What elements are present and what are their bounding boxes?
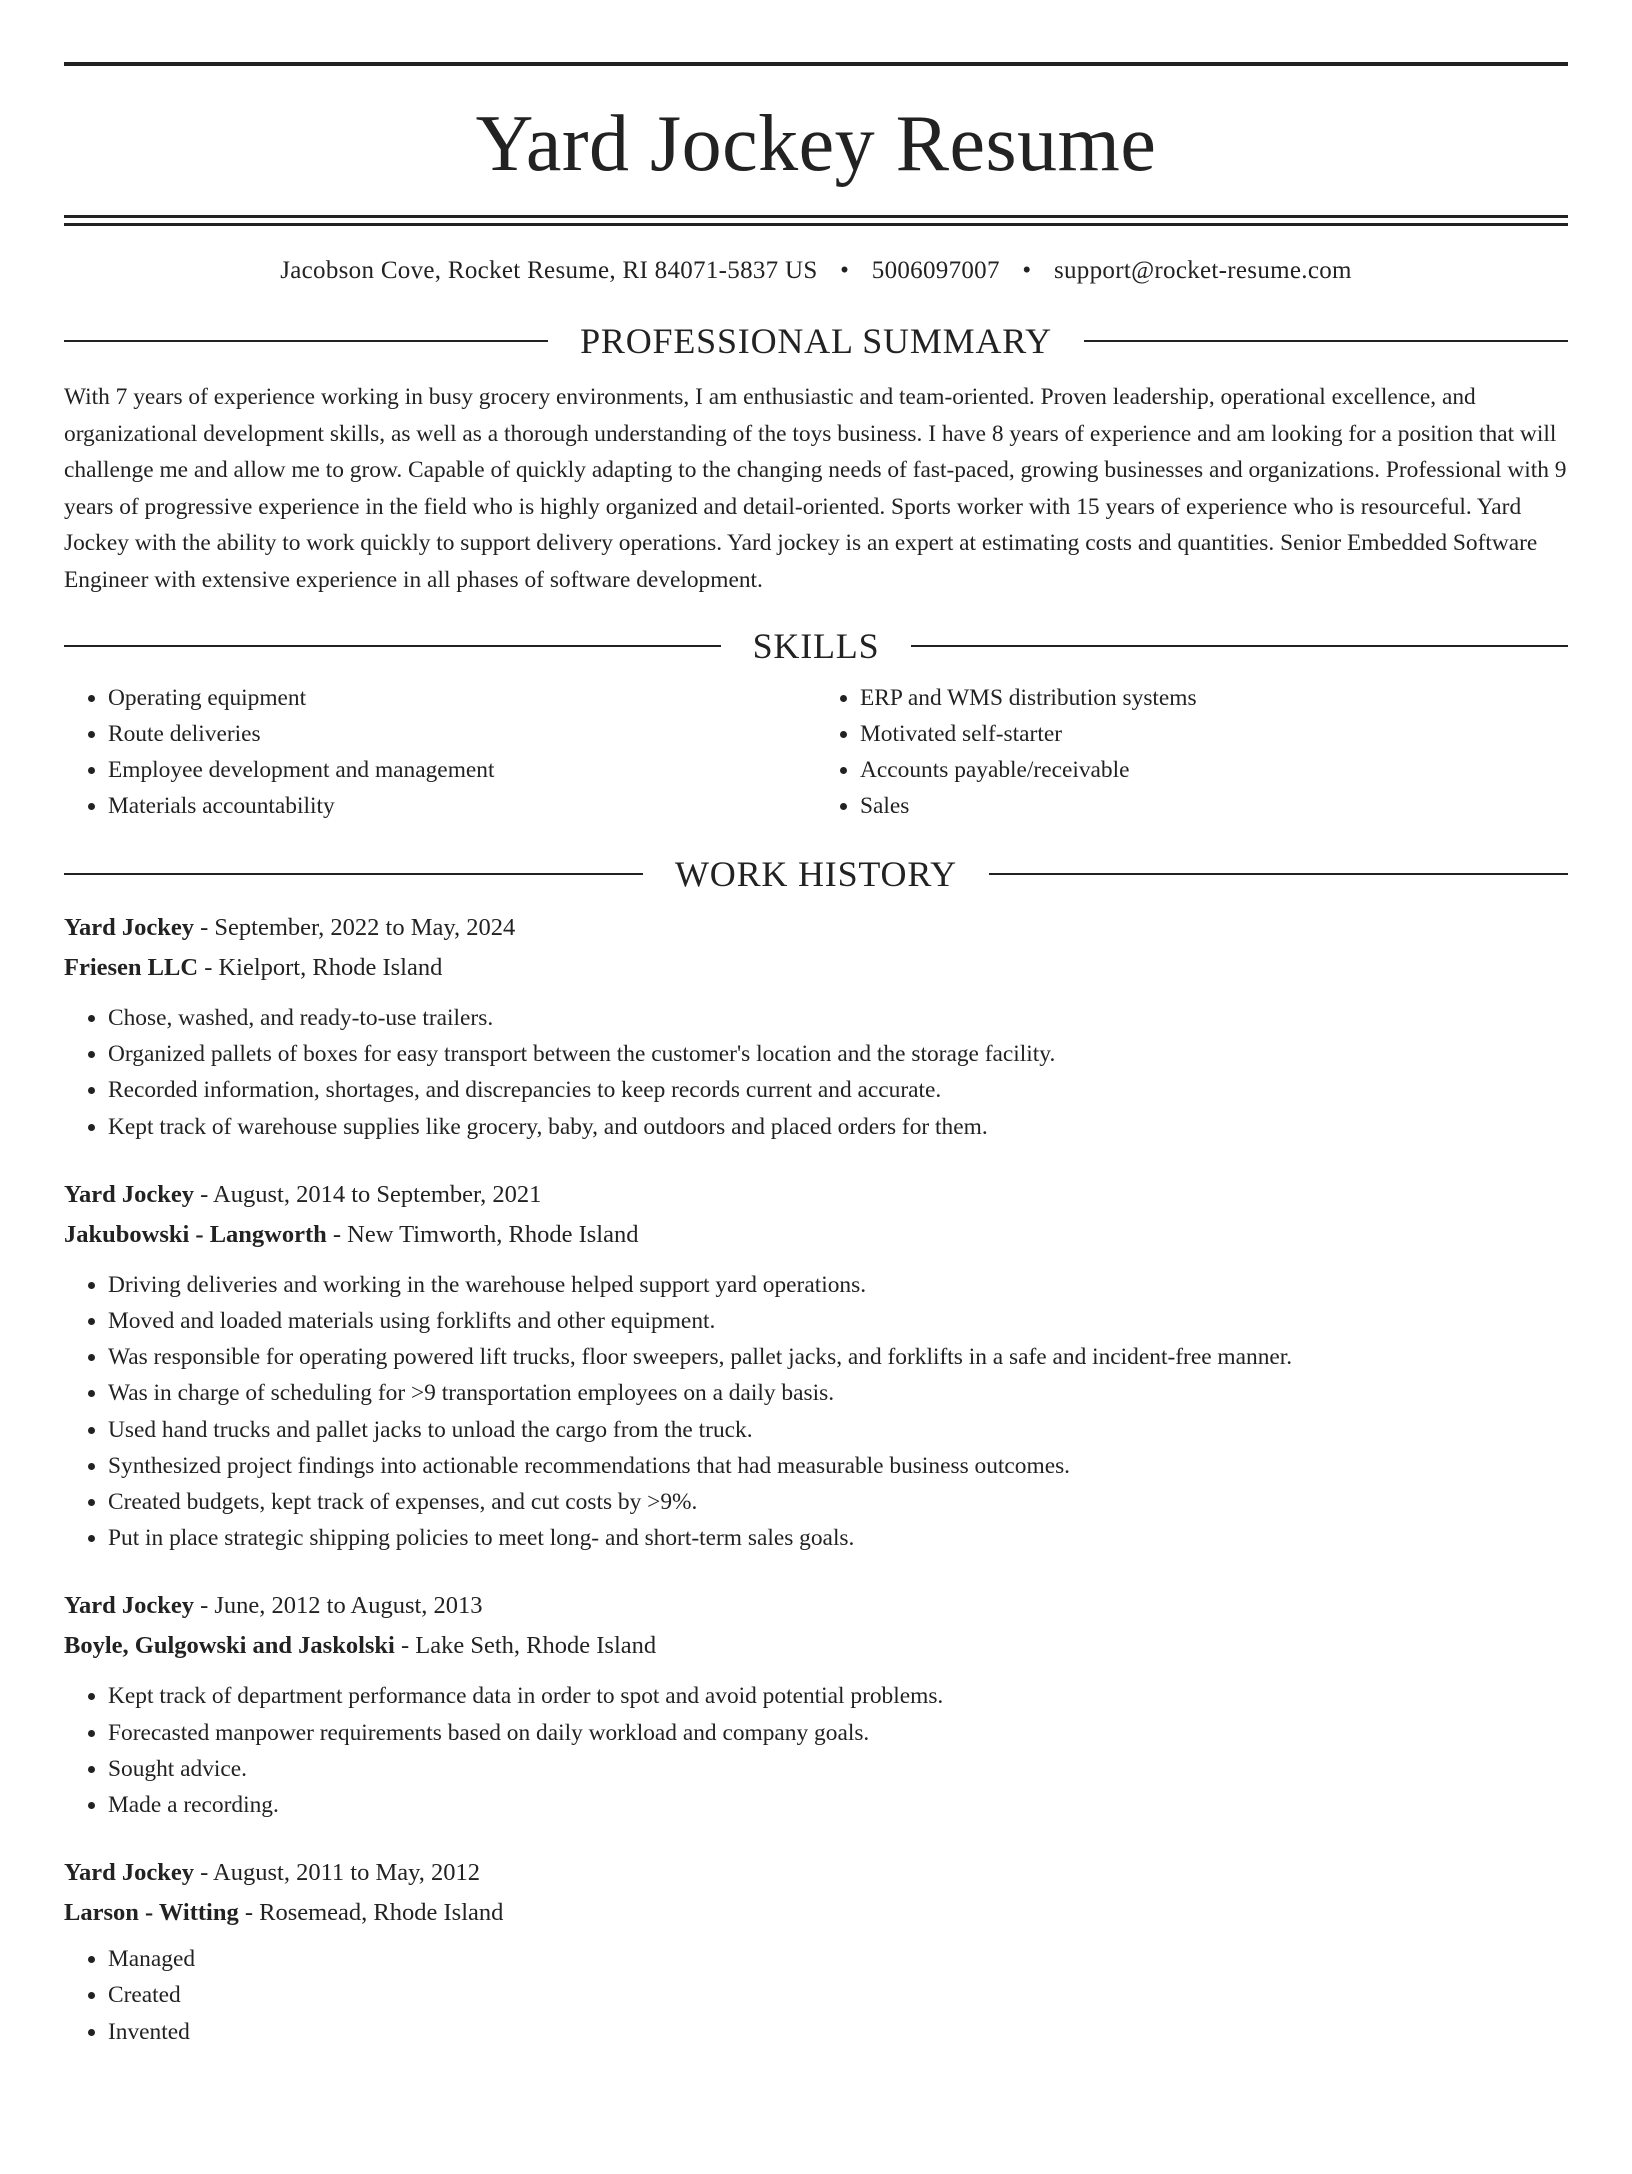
skills-heading: SKILLS (752, 626, 880, 666)
job-bullet: • Chose, washed, and ready-to-use trailers. (108, 1000, 1568, 1036)
company-location: - Kielport, Rhode Island (198, 954, 443, 981)
work-history-list (64, 908, 1568, 2050)
job-bullet: • Invented (108, 2014, 1568, 2050)
company-location: - New Timworth, Rhode Island (326, 1220, 639, 1248)
skills-left (64, 680, 816, 824)
job-bullet: • Made a recording. (108, 1787, 1568, 1823)
top-rule (64, 62, 1568, 66)
heading-rule (64, 340, 548, 342)
job-title-line (64, 1853, 1568, 1893)
job-bullet: • Used hand trucks and pallet jacks to unload the cargo from the truck. (108, 1412, 1568, 1448)
job-bullet: • Kept track of warehouse supplies like grocery, baby, and outdoors and placed orders for them. (108, 1109, 1568, 1145)
job-bullets (64, 1941, 1568, 2050)
skill-item: • ERP and WMS distribution systems (860, 680, 1568, 716)
heading-rule (911, 645, 1568, 647)
skills-right (816, 680, 1568, 824)
job-bullet: • Was in charge of scheduling for >9 transportation employees on a daily basis. (108, 1375, 1568, 1411)
skill-item: • Operating equipment (108, 680, 816, 716)
job-dates: - June, 2012 to August, 2013 (193, 1592, 483, 1620)
company-location: - Rosemead, Rhode Island (238, 1899, 504, 1927)
summary-heading-row (64, 323, 1568, 359)
job-entry (64, 1853, 1568, 2050)
heading-rule (1084, 340, 1568, 342)
phone: 5006097007 (871, 257, 1000, 284)
job-title: Yard Jockey (64, 1859, 194, 1887)
job-company-line (64, 948, 1568, 988)
skill-item: • Employee development and management (108, 752, 816, 788)
company-location: - Lake Seth, Rhode Island (394, 1632, 657, 1660)
heading-rule (64, 645, 721, 647)
heading-rule (989, 873, 1568, 875)
job-bullets (64, 1000, 1568, 1145)
resume-page (0, 62, 1632, 2174)
job-bullets (64, 1267, 1568, 1557)
job-bullets (64, 1678, 1568, 1823)
separator-dot: • (1022, 257, 1032, 284)
skill-item: • Accounts payable/receivable (860, 752, 1568, 788)
job-title-line (64, 908, 1568, 948)
skills-columns (64, 680, 1568, 824)
skill-item: • Motivated self-starter (860, 716, 1568, 752)
job-bullet: • Created budgets, kept track of expenses, and cut costs by >9%. (108, 1484, 1568, 1520)
job-title: Yard Jockey (64, 914, 194, 941)
job-company-line (64, 1215, 1568, 1255)
job-dates: - September, 2022 to May, 2024 (193, 914, 516, 941)
summary-text: With 7 years of experience working in busy grocery environments, I am enthusiastic and team-oriented. Proven leadership, operational excellence, and organizational development skills, as well as a thorough understanding of the toys business. I have 8 years of experience and am looking for a position that will challenge me and allow me to grow. Capable of quickly adapting to the changing needs of fast-paced, growing businesses and organizations. Professional with 9 years of progressive experience in the field who is highly organized and detail-oriented. Sports worker with 15 years of experience who is resourceful. Yard Jockey with the ability to work quickly to support delivery operations. Yard jockey is an expert at estimating costs and quantities. Senior Embedded Software Engineer with extensive experience in all phases of software development. (64, 384, 1567, 593)
skills-heading-row (64, 628, 1568, 664)
job-bullet: • Moved and loaded materials using forklifts and other equipment. (108, 1303, 1568, 1339)
job-entry (64, 1175, 1568, 1557)
skill-item: • Sales (860, 788, 1568, 824)
job-title-line (64, 1175, 1568, 1215)
job-title: Yard Jockey (64, 1180, 194, 1208)
address: Jacobson Cove, Rocket Resume, RI 84071-5837 US (280, 257, 818, 284)
job-title: Yard Jockey (64, 1592, 194, 1620)
job-bullet: • Put in place strategic shipping policies to meet long- and short-term sales goals. (108, 1520, 1568, 1556)
job-entry (64, 1586, 1568, 1823)
company-name: Larson - Witting (64, 1899, 239, 1927)
job-title-line (64, 1586, 1568, 1626)
skill-item: • Route deliveries (108, 716, 816, 752)
company-name: Boyle, Gulgowski and Jaskolski (64, 1632, 395, 1660)
job-bullet: • Synthesized project findings into actionable recommendations that had measurable business outcomes. (108, 1448, 1568, 1484)
job-bullet: • Sought advice. (108, 1751, 1568, 1787)
double-rule (64, 215, 1568, 226)
job-company-line (64, 1893, 1568, 1933)
job-bullet: • Kept track of department performance data in order to spot and avoid potential problems. (108, 1678, 1568, 1714)
job-dates: - August, 2011 to May, 2012 (193, 1859, 481, 1887)
job-bullet: • Driving deliveries and working in the warehouse helped support yard operations. (108, 1267, 1568, 1303)
job-company-line (64, 1626, 1568, 1666)
job-bullet: • Managed (108, 1941, 1568, 1977)
company-name: Friesen LLC (64, 954, 199, 981)
work-heading-row (64, 856, 1568, 892)
resume-title: Yard Jockey Resume (475, 100, 1157, 188)
separator-dot: • (840, 257, 850, 284)
email: support@rocket-resume.com (1053, 257, 1352, 284)
heading-rule (64, 873, 643, 875)
job-bullet: • Forecasted manpower requirements based on daily workload and company goals. (108, 1715, 1568, 1751)
contact-line (64, 256, 1568, 286)
skill-item: • Materials accountability (108, 788, 816, 824)
job-entry (64, 908, 1568, 1145)
summary-heading: PROFESSIONAL SUMMARY (580, 321, 1052, 361)
job-bullet: • Recorded information, shortages, and discrepancies to keep records current and accurate. (108, 1072, 1568, 1108)
work-heading: WORK HISTORY (675, 854, 957, 894)
job-bullet: • Created (108, 1977, 1568, 2013)
company-name: Jakubowski - Langworth (64, 1220, 327, 1248)
job-bullet: • Was responsible for operating powered lift trucks, floor sweepers, pallet jacks, and forklifts in a safe and incident-free manner. (108, 1339, 1568, 1375)
job-bullet: • Organized pallets of boxes for easy transport between the customer's location and the storage facility. (108, 1036, 1568, 1072)
job-dates: - August, 2014 to September, 2021 (193, 1180, 542, 1208)
